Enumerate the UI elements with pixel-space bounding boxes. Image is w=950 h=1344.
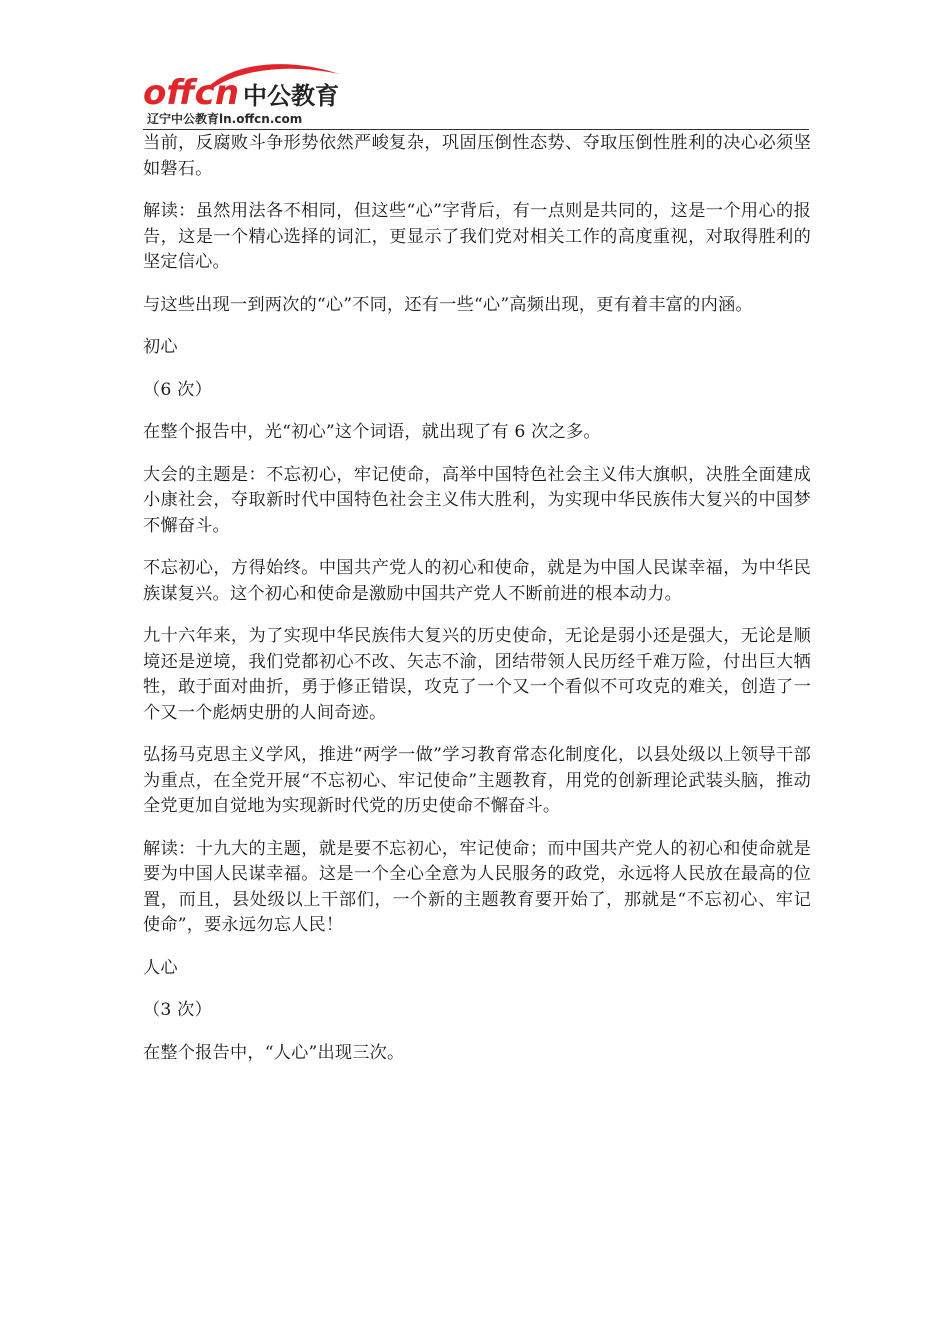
paragraph: 解读：虽然用法各不相同，但这些“心”字背后，有一点则是共同的，这是一个用心的报告，这是一个精心选择的词汇，更显示了我们党对相关工作的高度重视，对取得胜利的坚定信心。 xyxy=(143,201,811,272)
paragraph: 解读：十九大的主题，就是要不忘初心，牢记使命；而中国共产党人的初心和使命就是要为中国人民谋幸福。这是一个全心全意为人民服务的政党，永远将人民放在最高的位置，而且，县处级以上干部们，一个新的主题教育要开始了，那就是“不忘初心、牢记使命”，要永远勿忘人民！ xyxy=(143,838,811,935)
page-header xyxy=(143,62,809,128)
paragraph: 当前，反腐败斗争形势依然严峻复杂，巩固压倒性态势、夺取压倒性胜利的决心必须坚如磐石。 xyxy=(143,133,811,179)
paragraph: 与这些出现一到两次的“心”不同，还有一些“心”高频出现，更有着丰富的内涵。 xyxy=(143,294,753,315)
paragraph: 在整个报告中，“人心”出现三次。 xyxy=(143,1042,405,1063)
document-body xyxy=(143,131,811,1083)
logo-latin-text: offcn xyxy=(143,73,240,112)
header-divider xyxy=(143,129,809,130)
section-count: （6 次） xyxy=(143,379,212,400)
logo-subtitle: 辽宁中公教育ln.offcn.com xyxy=(147,112,303,126)
paragraph: 弘扬马克思主义学风，推进“两学一做”学习教育常态化制度化，以县处级以上领导干部为重点，在全党开展“不忘初心、牢记使命”主题教育，用党的创新理论武装头脑，推动全党更加自觉地为实现新时代党的历史使命不懈奋斗。 xyxy=(143,745,811,816)
offcn-logo xyxy=(143,62,343,112)
paragraph: 在整个报告中，光“初心”这个词语，就出现了有 6 次之多。 xyxy=(143,422,601,442)
section-heading: 初心 xyxy=(143,337,178,357)
paragraph: 不忘初心，方得始终。中国共产党人的初心和使命，就是为中国人民谋幸福，为中华民族谋复兴。这个初心和使命是激励中国共产党人不断前进的根本动力。 xyxy=(143,558,811,604)
paragraph: 大会的主题是：不忘初心，牢记使命，高举中国特色社会主义伟大旗帜，决胜全面建成小康社会，夺取新时代中国特色社会主义伟大胜利，为实现中华民族伟大复兴的中国梦不懈奋斗。 xyxy=(143,464,811,536)
section-count: （3 次） xyxy=(143,1000,212,1020)
logo-cn-text: 中公教育 xyxy=(243,82,339,110)
paragraph: 九十六年来，为了实现中华民族伟大复兴的历史使命，无论是弱小还是强大，无论是顺境还是逆境，我们党都初心不改、矢志不渝，团结带领人民历经千难万险，付出巨大牺牲，敢于面对曲折，勇于修正错误，攻克了一个又一个看似不可攻克的难关，创造了一个又一个彪炳史册的人间奇迹。 xyxy=(143,626,811,723)
section-heading: 人心 xyxy=(143,957,178,978)
